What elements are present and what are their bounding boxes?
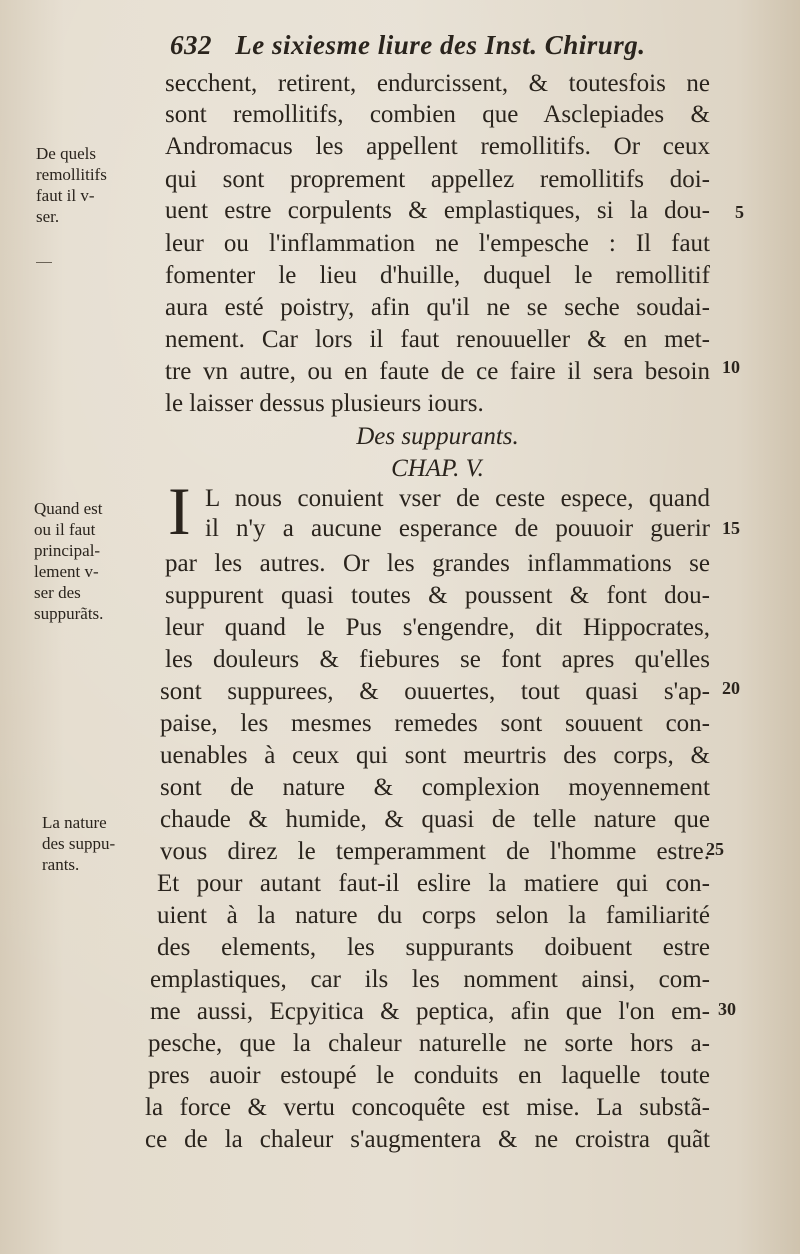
text-line: sont suppurees, & ouuertes, tout quasi s'ap-: [160, 678, 710, 705]
text-line: Et pour autant faut-il eslire la matiere qui con-: [157, 870, 710, 897]
running-header: [170, 30, 646, 61]
text-line: la force & vertu concoquête est mise. La substã-: [145, 1094, 710, 1121]
text-line: sont remollitifs, combien que Asclepiades &: [165, 101, 710, 128]
line-number: 10: [722, 357, 740, 377]
text-line: uent estre corpulents & emplastiques, si la dou-: [165, 197, 710, 224]
text-line: vous direz le temperamment de l'homme estre.: [160, 838, 710, 865]
line-number: 15: [722, 518, 740, 538]
drop-cap: I: [168, 473, 191, 549]
margin-note: De quels remollitifs faut il v- ser.: [36, 144, 107, 226]
text-line: pesche, que la chaleur naturelle ne sorte hors a-: [148, 1030, 710, 1057]
text-line: par les autres. Or les grandes inflammations se: [165, 550, 710, 577]
text-line: suppurent quasi toutes & poussent & font dou-: [165, 582, 710, 609]
text-line: nement. Car lors il faut renouueller & en met-: [165, 326, 710, 353]
text-line: me aussi, Ecpyitica & peptica, afin que l'on em-: [150, 998, 710, 1025]
margin-rule: [36, 262, 52, 263]
text-line: il n'y a aucune esperance de pouuoir guerir: [205, 515, 710, 542]
line-number: 5: [735, 202, 744, 222]
margin-note: Quand est ou il faut principal- lement v- ser des suppurãts.: [34, 499, 104, 623]
line-number: 30: [718, 999, 736, 1019]
text-line: uient à la nature du corps selon la familiarité: [157, 902, 710, 929]
text-line: leur ou l'inflammation ne l'empesche : Il faut: [165, 230, 710, 257]
text-line: sont de nature & complexion moyennement: [160, 774, 710, 801]
text-line: des elements, les suppurants doibuent estre: [157, 934, 710, 961]
text-line: secchent, retirent, endurcissent, & toutesfois ne: [165, 70, 710, 97]
text-line: ce de la chaleur s'augmentera & ne croistra quãt: [145, 1126, 710, 1153]
section-title: Des suppurants.: [356, 423, 519, 450]
text-line: pres auoir estoupé le conduits en laquelle toute: [148, 1062, 710, 1089]
text-line: Andromacus les appellent remollitifs. Or ceux: [165, 133, 710, 160]
chapter-heading: CHAP. V.: [391, 455, 484, 482]
text-line: chaude & humide, & quasi de telle nature que: [160, 806, 710, 833]
text-line: L nous conuient vser de ceste espece, quand: [205, 485, 710, 512]
line-number: 25: [706, 839, 724, 859]
text-line: leur quand le Pus s'engendre, dit Hippocrates,: [165, 614, 710, 641]
text-line: les douleurs & fiebures se font apres qu'elles: [165, 646, 710, 673]
text-line: aura esté poistry, afin qu'il ne se seche soudai-: [165, 294, 710, 321]
text-line: qui sont proprement appellez remollitifs doi-: [165, 166, 710, 193]
line-number: 20: [722, 678, 740, 698]
text-line: fomenter le lieu d'huille, duquel le remollitif: [165, 262, 710, 289]
text-line: emplastiques, car ils les nomment ainsi, com-: [150, 966, 710, 993]
text-line: tre vn autre, ou en faute de ce faire il sera besoin: [165, 358, 710, 385]
text-line: le laisser dessus plusieurs iours.: [165, 390, 484, 417]
page-number: 632: [170, 30, 212, 60]
text-line: paise, les mesmes remedes sont souuent con-: [160, 710, 710, 737]
margin-note: La nature des suppu- rants.: [42, 813, 116, 874]
running-title: Le sixiesme liure des Inst. Chirurg.: [235, 30, 646, 60]
text-line: uenables à ceux qui sont meurtris des corps, &: [160, 742, 710, 769]
